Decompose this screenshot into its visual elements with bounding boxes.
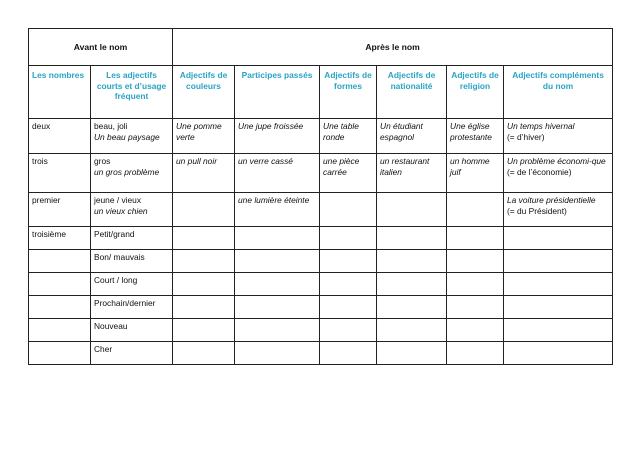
table-row — [29, 342, 613, 365]
nombre-cell — [29, 250, 91, 273]
court-adjective: beau, joli — [94, 121, 128, 131]
court-cell: Prochain/dernier — [91, 296, 173, 319]
participe-cell: un verre cassé — [235, 154, 320, 193]
empty-cell — [447, 319, 504, 342]
empty-cell — [447, 250, 504, 273]
empty-cell — [504, 227, 613, 250]
complement-example: La voiture présidentielle — [507, 195, 596, 205]
nationalite-cell — [377, 193, 447, 227]
complement-cell — [504, 119, 613, 154]
empty-cell — [173, 342, 235, 365]
table-row — [29, 273, 613, 296]
empty-cell — [320, 273, 377, 296]
court-cell: Nouveau — [91, 319, 173, 342]
empty-cell — [173, 273, 235, 296]
empty-cell — [447, 227, 504, 250]
court-example: un gros problème — [94, 166, 160, 177]
forme-cell: Une table ronde — [320, 119, 377, 154]
table-row — [29, 319, 613, 342]
category-header-row — [29, 66, 613, 119]
complement-example: Un temps hivernal — [507, 121, 575, 131]
category-adjectifs-courts: Les adjectifs courts et d’usage fréquent — [91, 66, 173, 119]
forme-cell: une pièce carrée — [320, 154, 377, 193]
empty-cell — [377, 273, 447, 296]
empty-cell — [320, 319, 377, 342]
court-cell: Cher — [91, 342, 173, 365]
empty-cell — [173, 296, 235, 319]
complement-gloss: (= d’hiver) — [507, 131, 545, 142]
table-row — [29, 250, 613, 273]
table-row — [29, 227, 613, 250]
nombre-cell: trois — [29, 154, 91, 193]
empty-cell — [504, 273, 613, 296]
group-header-row — [29, 29, 613, 66]
nombre-cell — [29, 319, 91, 342]
court-cell: Bon/ mauvais — [91, 250, 173, 273]
category-complements: Adjectifs compléments du nom — [504, 66, 613, 119]
avant-header: Avant le nom — [29, 29, 173, 66]
empty-cell — [377, 227, 447, 250]
couleur-cell — [173, 193, 235, 227]
table-row — [29, 193, 613, 227]
empty-cell — [447, 273, 504, 296]
category-couleurs: Adjectifs de couleurs — [173, 66, 235, 119]
nombre-cell: premier — [29, 193, 91, 227]
category-nombres: Les nombres — [29, 66, 91, 119]
empty-cell — [173, 319, 235, 342]
court-adjective: gros — [94, 156, 111, 166]
court-cell — [91, 119, 173, 154]
category-formes: Adjectifs de formes — [320, 66, 377, 119]
nombre-cell — [29, 342, 91, 365]
empty-cell — [320, 227, 377, 250]
empty-cell — [377, 250, 447, 273]
empty-cell — [320, 342, 377, 365]
forme-cell — [320, 193, 377, 227]
empty-cell — [235, 296, 320, 319]
adjective-placement-table — [28, 28, 613, 365]
court-example: un vieux chien — [94, 205, 148, 216]
participe-cell: une lumière éteinte — [235, 193, 320, 227]
empty-cell — [235, 273, 320, 296]
complement-example: Un problème économi-que — [507, 156, 606, 166]
court-adjective: jeune / vieux — [94, 195, 142, 205]
apres-header: Après le nom — [173, 29, 613, 66]
nombre-cell: troisième — [29, 227, 91, 250]
couleur-cell: un pull noir — [173, 154, 235, 193]
empty-cell — [235, 227, 320, 250]
nationalite-cell: Un étudiant espagnol — [377, 119, 447, 154]
empty-cell — [447, 342, 504, 365]
nombre-cell: deux — [29, 119, 91, 154]
empty-cell — [235, 319, 320, 342]
empty-cell — [504, 250, 613, 273]
empty-cell — [504, 296, 613, 319]
category-nationalite: Adjectifs de nationalité — [377, 66, 447, 119]
court-cell — [91, 193, 173, 227]
empty-cell — [320, 296, 377, 319]
empty-cell — [235, 250, 320, 273]
complement-gloss: (= du Président) — [507, 205, 567, 216]
couleur-cell: Une pomme verte — [173, 119, 235, 154]
table-row — [29, 119, 613, 154]
complement-cell — [504, 193, 613, 227]
empty-cell — [504, 319, 613, 342]
table-row — [29, 296, 613, 319]
complement-cell — [504, 154, 613, 193]
nombre-cell — [29, 296, 91, 319]
empty-cell — [173, 227, 235, 250]
empty-cell — [377, 342, 447, 365]
empty-cell — [377, 319, 447, 342]
court-cell — [91, 154, 173, 193]
empty-cell — [235, 342, 320, 365]
empty-cell — [173, 250, 235, 273]
religion-cell: Une église protestante — [447, 119, 504, 154]
participe-cell: Une jupe froissée — [235, 119, 320, 154]
empty-cell — [504, 342, 613, 365]
religion-cell — [447, 193, 504, 227]
court-cell: Court / long — [91, 273, 173, 296]
empty-cell — [377, 296, 447, 319]
category-religion: Adjectifs de religion — [447, 66, 504, 119]
complement-gloss: (= de l’économie) — [507, 166, 572, 177]
empty-cell — [447, 296, 504, 319]
empty-cell — [320, 250, 377, 273]
nationalite-cell: un restaurant italien — [377, 154, 447, 193]
nombre-cell — [29, 273, 91, 296]
religion-cell: un homme juif — [447, 154, 504, 193]
court-cell: Petit/grand — [91, 227, 173, 250]
court-example: Un beau paysage — [94, 131, 160, 142]
category-participes: Participes passés — [235, 66, 320, 119]
table-row — [29, 154, 613, 193]
